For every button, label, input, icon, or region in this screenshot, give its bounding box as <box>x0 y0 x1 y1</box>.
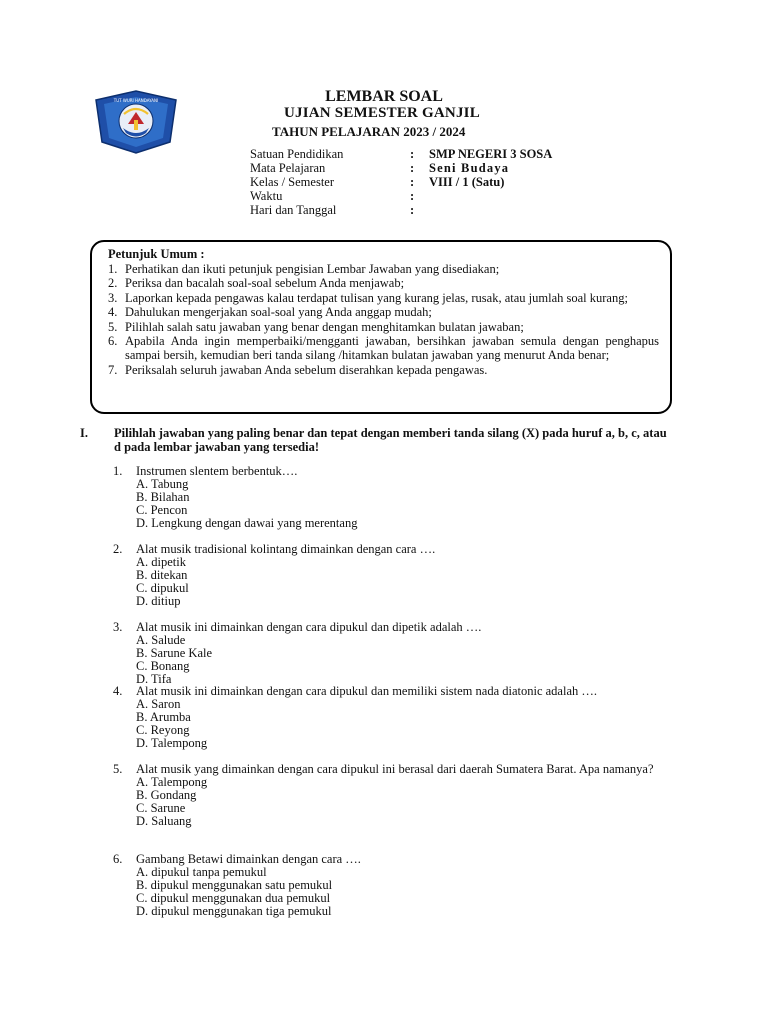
info-colon: : <box>410 175 415 189</box>
question-2 <box>113 543 673 608</box>
section-number: I. <box>80 426 88 440</box>
question-option: B. Gondang <box>136 788 197 802</box>
instruction-item <box>108 320 659 334</box>
sheet-title: LEMBAR SOAL <box>325 88 443 105</box>
instruction-item <box>108 276 659 290</box>
question-number: 1. <box>113 464 123 478</box>
question-text: Alat musik yang dimainkan dengan cara dipukul ini berasal dari daerah Sumatera Barat. Apa namanya? <box>136 762 654 776</box>
instruction-item <box>108 291 659 305</box>
question-option: D. Lengkung dengan dawai yang merentang <box>136 516 358 530</box>
info-row-date <box>250 203 630 217</box>
instruction-item <box>108 363 659 377</box>
question-option: A. Salude <box>136 633 186 647</box>
info-value-subject: Seni Budaya <box>429 161 510 175</box>
info-row-subject <box>250 161 630 175</box>
info-colon: : <box>410 147 415 161</box>
info-value-class: VIII / 1 (Satu) <box>429 175 505 189</box>
question-option: C. dipukul <box>136 581 189 595</box>
instruction-text: Dahulukan mengerjakan soal-soal yang Anda anggap mudah; <box>125 305 432 320</box>
question-text: Gambang Betawi dimainkan dengan cara …. <box>136 852 361 866</box>
question-option: A. dipukul tanpa pemukul <box>136 865 267 879</box>
instruction-number: 2. <box>108 276 118 291</box>
question-option: C. Pencon <box>136 503 188 517</box>
instruction-text: Periksalah seluruh jawaban Anda sebelum diserahkan kepada pengawas. <box>125 362 488 377</box>
info-row-class <box>250 175 630 189</box>
instructions-title: Petunjuk Umum : <box>108 247 205 261</box>
info-row-time <box>250 189 630 203</box>
logo-text: TUT WURI HANDAYANI <box>113 98 159 103</box>
question-option: D. Talempong <box>136 736 208 750</box>
question-option: A. Tabung <box>136 477 189 491</box>
question-option: D. Tifa <box>136 672 172 686</box>
instructions-list <box>108 262 659 377</box>
info-colon: : <box>410 203 415 217</box>
instruction-text: Perhatikan dan ikuti petunjuk pengisian Lembar Jawaban yang disediakan; <box>125 262 500 276</box>
info-value-school: SMP NEGERI 3 SOSA <box>429 147 553 161</box>
question-6 <box>113 853 673 918</box>
question-option: A. Saron <box>136 697 181 711</box>
info-label: Waktu <box>250 189 283 203</box>
question-option: C. dipukul menggunakan dua pemukul <box>136 891 331 905</box>
info-label: Mata Pelajaran <box>250 161 326 175</box>
question-number: 2. <box>113 542 123 556</box>
question-number: 6. <box>113 852 123 866</box>
info-colon: : <box>410 161 415 175</box>
question-4 <box>113 685 673 750</box>
question-number: 5. <box>113 762 123 776</box>
question-option: B. ditekan <box>136 568 188 582</box>
instruction-number: 5. <box>108 319 118 334</box>
question-3 <box>113 621 673 686</box>
info-label: Kelas / Semester <box>250 175 335 189</box>
instruction-text: Pilihlah salah satu jawaban yang benar dengan menghitamkan bulatan jawaban; <box>125 319 524 334</box>
question-option: C. Bonang <box>136 659 190 673</box>
question-text: Alat musik ini dimainkan dengan cara dipukul dan dipetik adalah …. <box>136 620 482 634</box>
section-instruction: Pilihlah jawaban yang paling benar dan tepat dengan memberi tanda silang (X) pada huruf a, b, c, atau d pada lembar jawaban yang tersedia! <box>114 426 667 454</box>
question-option: D. ditiup <box>136 594 181 608</box>
instruction-number: 7. <box>108 362 118 377</box>
question-option: B. Sarune Kale <box>136 646 213 660</box>
instruction-text: Periksa dan bacalah soal-soal sebelum Anda menjawab; <box>125 276 405 291</box>
instruction-number: 6. <box>108 334 118 349</box>
question-text: Instrumen slentem berbentuk…. <box>136 464 298 478</box>
instruction-text: Apabila Anda ingin memperbaiki/mengganti jawaban, bersihkan jawaban semula dengan penghapus sampai bersih, kemudian beri tanda silang /hitamkan bulatan jawaban yang menurut Anda benar; <box>125 334 659 363</box>
question-5 <box>113 763 673 828</box>
instruction-number: 4. <box>108 305 118 320</box>
question-option: A. Talempong <box>136 775 208 789</box>
info-row-school <box>250 147 630 161</box>
question-1 <box>113 465 673 530</box>
question-option: D. dipukul menggunakan tiga pemukul <box>136 904 332 918</box>
instruction-text: Laporkan kepada pengawas kalau terdapat tulisan yang kurang jelas, rusak, atau jumlah soal kurang; <box>125 290 628 305</box>
exam-info-table <box>250 147 630 217</box>
question-option: C. Sarune <box>136 801 186 815</box>
question-option: C. Reyong <box>136 723 190 737</box>
question-text: Alat musik tradisional kolintang dimainkan dengan cara …. <box>136 542 436 556</box>
question-option: B. Arumba <box>136 710 191 724</box>
question-option: B. Bilahan <box>136 490 190 504</box>
instruction-number: 3. <box>108 290 118 305</box>
question-number: 3. <box>113 620 123 634</box>
school-year: TAHUN PELAJARAN 2023 / 2024 <box>272 124 466 139</box>
info-label: Hari dan Tanggal <box>250 203 337 217</box>
instruction-item <box>108 305 659 319</box>
info-colon: : <box>410 189 415 203</box>
question-option: A. dipetik <box>136 555 186 569</box>
instruction-item <box>108 334 659 363</box>
question-text: Alat musik ini dimainkan dengan cara dipukul dan memiliki sistem nada diatonic adalah …. <box>136 684 597 698</box>
instruction-number: 1. <box>108 262 118 276</box>
question-number: 4. <box>113 684 123 698</box>
instruction-item <box>108 262 659 276</box>
question-option: D. Saluang <box>136 814 192 828</box>
question-option: B. dipukul menggunakan satu pemukul <box>136 878 333 892</box>
exam-title: UJIAN SEMESTER GANJIL <box>284 105 480 121</box>
info-label: Satuan Pendidikan <box>250 147 344 161</box>
